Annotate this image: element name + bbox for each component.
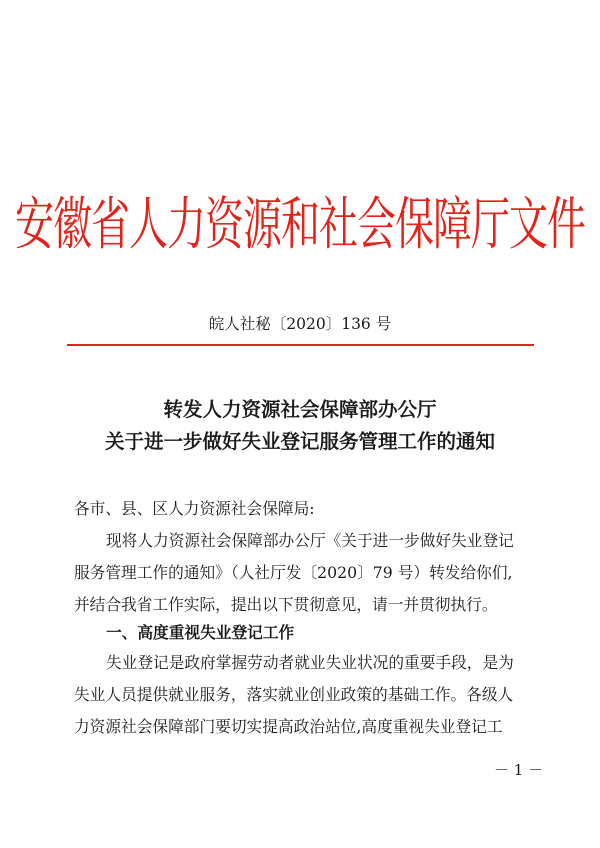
document-header-title: 安徽省人力资源和社会保障厅文件: [14, 192, 585, 258]
paragraph-line: 现将人力资源社会保障部办公厅《关于进一步做好失业登记: [106, 531, 514, 550]
paragraph-line: 服务管理工作的通知》（人社厅发〔2020〕79 号）转发给你们,: [74, 563, 513, 582]
paragraph-line: 失业人员提供就业服务，落实就业创业政策的基础工作。各级人: [74, 685, 514, 704]
paragraph-line: 力资源社会保障部门要切实提高政治站位,高度重视失业登记工: [74, 717, 503, 736]
notice-title-line-2: 关于进一步做好失业登记服务管理工作的通知: [104, 430, 495, 453]
paragraph-line: 失业登记是政府掌握劳动者就业失业状况的重要手段，是为: [106, 653, 514, 672]
salutation: 各市、县、区人力资源社会保障局:: [74, 499, 315, 518]
document-number: 皖人社秘〔2020〕136 号: [208, 315, 392, 333]
paragraph-line: 并结合我省工作实际，提出以下贯彻意见，请一并贯彻执行。: [74, 595, 498, 614]
page-number: － 1 －: [494, 761, 544, 779]
notice-title-line-1: 转发人力资源社会保障部办公厅: [163, 398, 437, 421]
section-heading: 一、高度重视失业登记工作: [106, 623, 295, 642]
red-divider-line: [67, 344, 534, 346]
